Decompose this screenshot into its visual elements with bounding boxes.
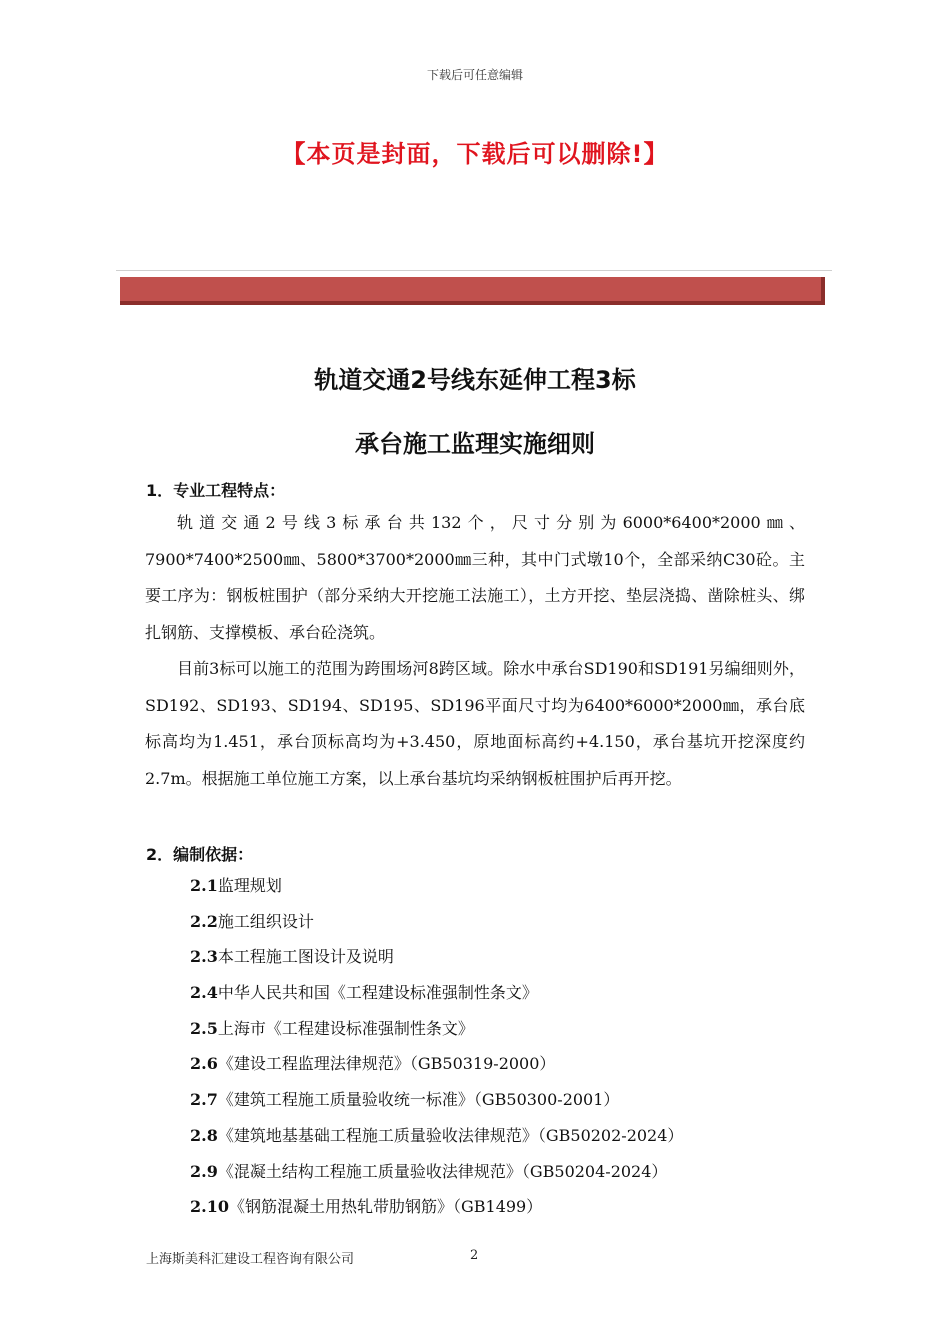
list-item <box>190 1118 683 1154</box>
list-item-number: 2.3 <box>190 947 218 967</box>
list-item-number: 2.9 <box>190 1161 218 1181</box>
list-item-text: 《钢筋混凝土用热轧带肋钢筋》（GB1499） <box>228 1197 543 1217</box>
list-item <box>190 868 683 904</box>
list-item-text: 施工组织设计 <box>217 911 314 931</box>
cover-notice: 【本页是封面，下载后可以删除!】 <box>281 140 669 168</box>
list-item <box>190 939 683 975</box>
footer-company: 上海斯美科汇建设工程咨询有限公司 <box>146 1252 355 1267</box>
list-item-number: 2.4 <box>190 983 218 1003</box>
list-item-number: 2.7 <box>190 1090 218 1110</box>
list-item <box>190 904 683 940</box>
section1-heading: 1．专业工程特点： <box>146 481 286 500</box>
list-item-text: 中华人民共和国《工程建设标准强制性条文》 <box>217 983 538 1003</box>
list-item-text: 《建设工程监理法律规范》（GB50319-2000） <box>217 1054 556 1074</box>
list-item-number: 2.5 <box>190 1018 218 1038</box>
section1-paragraph-2: 目前3标可以施工的范围为跨围场河8跨区域。除水中承台SD190和SD191另编细则外，SD192、SD193、SD194、SD195、SD196平面尺寸均为6400*6000*2000㎜，承台底标高均为1.451，承台顶标高均为+3.450，原地面标高约+4.150，承台基坑开挖深度约2.7m。根据施工单位施工方案，以上承台基坑均采纳钢板桩围护后再开挖。 <box>145 659 805 788</box>
banner-bar <box>120 277 825 305</box>
footer-page-number: 2 <box>470 1248 479 1263</box>
list-item <box>190 1154 683 1190</box>
list-item-number: 2.8 <box>190 1125 218 1145</box>
title-banner <box>116 270 832 310</box>
list-item <box>190 1046 683 1082</box>
list-item-number: 2.2 <box>190 911 218 931</box>
list-item-text: 《建筑地基基础工程施工质量验收法律规范》（GB50202-2024） <box>217 1125 684 1145</box>
list-item-text: 上海市《工程建设标准强制性条文》 <box>217 1018 474 1038</box>
list-item-text: 监理规划 <box>217 876 282 895</box>
list-item <box>190 1189 683 1225</box>
list-item-text: 《混凝土结构工程施工质量验收法律规范》（GB50204-2024） <box>217 1161 668 1181</box>
list-item <box>190 1082 683 1118</box>
document-title-line1: 轨道交通2号线东延伸工程3标 <box>314 366 636 394</box>
section2-heading: 2．编制依据： <box>146 845 254 864</box>
header-note: 下载后可任意编辑 <box>426 68 523 82</box>
list-item-number: 2.1 <box>190 876 218 895</box>
list-item-text: 本工程施工图设计及说明 <box>217 947 394 967</box>
list-item-number: 2.10 <box>190 1197 229 1217</box>
document-title-line2: 承台施工监理实施细则 <box>355 430 595 458</box>
list-item-text: 《建筑工程施工质量验收统一标准》（GB50300-2001） <box>217 1090 620 1110</box>
list-item <box>190 1011 683 1047</box>
list-item <box>190 975 683 1011</box>
list-item-number: 2.6 <box>190 1054 218 1074</box>
section1-paragraph-1: 轨道交通2号线3标承台共132个，尺寸分别为6000*6400*2000㎜、7900*7400*2500㎜、5800*3700*2000㎜三种，其中门式墩10个，全部采纳C30砼。主要工序为：钢板桩围护（部分采纳大开挖施工法施工），土方开挖、垫层浇捣、凿除桩头、绑扎钢筋、支撑模板、承台砼浇筑。 <box>145 513 805 642</box>
reference-list <box>190 868 683 1225</box>
